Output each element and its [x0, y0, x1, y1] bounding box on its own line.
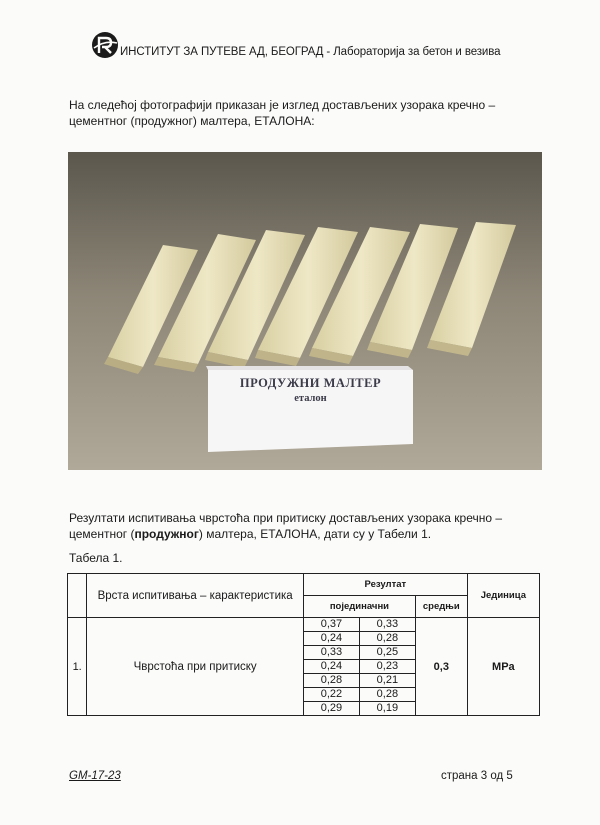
row-test-name: Чврстоћа при притиску — [87, 618, 304, 716]
label-card-text — [208, 376, 413, 404]
page-number: страна 3 од 5 — [441, 770, 513, 782]
value-cell: 0,25 — [359, 646, 415, 660]
value-cell: 0,23 — [359, 660, 415, 674]
label-card-title: ПРОДУЖНИ МАЛТЕР — [239, 376, 382, 390]
value-cell: 0,33 — [359, 618, 415, 632]
value-cell: 0,24 — [303, 632, 359, 646]
page-header — [90, 30, 530, 64]
header-number — [68, 574, 87, 618]
value-cell: 0,37 — [303, 618, 359, 632]
average-value: 0,3 — [415, 618, 467, 716]
results-table — [67, 573, 540, 716]
intro-paragraph — [69, 97, 540, 129]
value-cell: 0,28 — [359, 688, 415, 702]
header-test-type: Врста испитивања – карактеристика — [87, 574, 304, 618]
value-cell: 0,24 — [303, 660, 359, 674]
samples-photo-image — [68, 152, 542, 470]
header-unit: Јединица — [467, 574, 539, 618]
results-line-2-post: ) малтера, ЕТАЛОНА, дати су у Табели 1. — [198, 527, 432, 541]
header-result: Резултат — [303, 574, 467, 596]
institute-name: ИНСТИТУТ ЗА ПУТЕВЕ АД, БЕОГРАД - Лабораторија за бетон и везива — [120, 46, 501, 58]
results-line-2 — [69, 526, 540, 542]
row-number: 1. — [68, 618, 87, 716]
value-cell: 0,19 — [359, 702, 415, 716]
value-cell: 0,22 — [303, 688, 359, 702]
samples-photo — [68, 152, 542, 470]
results-paragraph — [69, 510, 540, 542]
institute-logo-icon — [90, 30, 120, 60]
header-average: средњи — [415, 596, 467, 618]
value-cell: 0,21 — [359, 674, 415, 688]
label-card-subtitle: еталон — [294, 393, 327, 404]
value-cell: 0,29 — [303, 702, 359, 716]
results-line-1: Резултати испитивања чврстоћа при притиску достављених узорака кречно – — [69, 511, 503, 525]
header-individual: појединачни — [303, 596, 415, 618]
document-code: GM-17-23 — [69, 770, 121, 782]
intro-line-2: цементног (продужног) малтера, ЕТАЛОНА: — [69, 114, 315, 128]
unit-value: MPa — [467, 618, 539, 716]
intro-line-1: На следећој фотографији приказан је изглед достављених узорака кречно – — [69, 98, 496, 112]
results-line-2-pre: цементног ( — [69, 527, 135, 541]
value-cell: 0,28 — [303, 674, 359, 688]
results-line-2-bold: продужног — [134, 527, 199, 541]
table-caption: Табела 1. — [69, 551, 123, 565]
value-cell: 0,33 — [303, 646, 359, 660]
value-cell: 0,28 — [359, 632, 415, 646]
